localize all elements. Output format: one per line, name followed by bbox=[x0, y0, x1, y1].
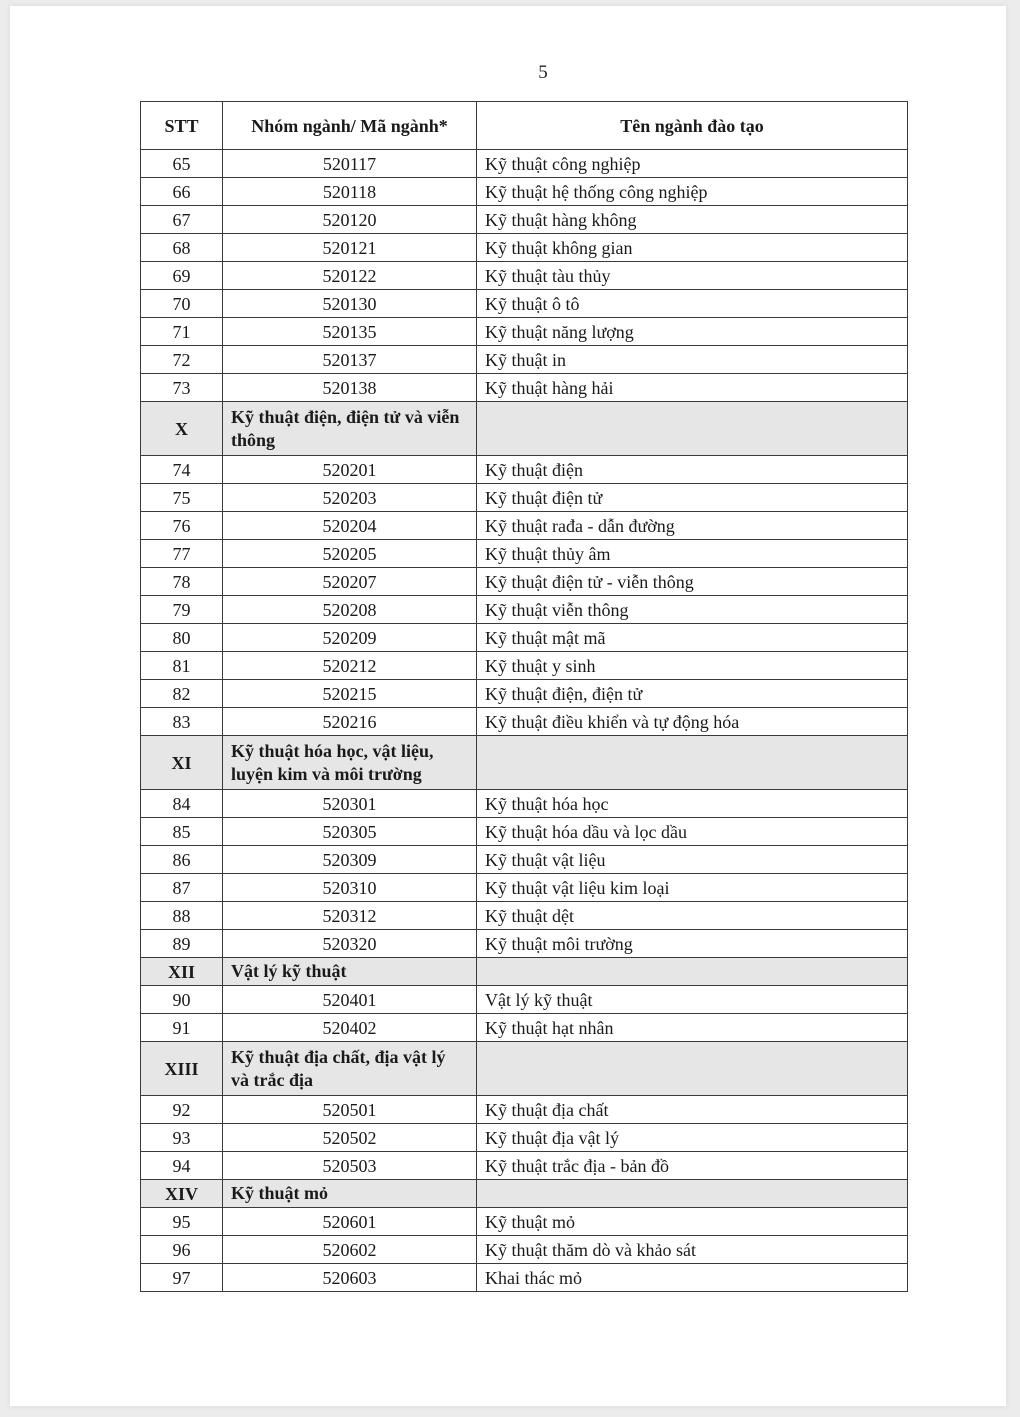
major-name: Kỹ thuật điện tử bbox=[477, 484, 908, 512]
group-name: Kỹ thuật mỏ bbox=[223, 1180, 477, 1208]
table-row bbox=[141, 902, 908, 930]
major-name: Kỹ thuật không gian bbox=[477, 234, 908, 262]
major-name: Kỹ thuật công nghiệp bbox=[477, 150, 908, 178]
table-body bbox=[141, 150, 908, 1292]
group-row bbox=[141, 1042, 908, 1096]
majors-table bbox=[140, 101, 908, 1292]
major-code: 520120 bbox=[223, 206, 477, 234]
table-row bbox=[141, 374, 908, 402]
major-code: 520301 bbox=[223, 790, 477, 818]
row-number: 94 bbox=[141, 1152, 223, 1180]
group-empty-cell bbox=[477, 736, 908, 790]
row-number: 73 bbox=[141, 374, 223, 402]
table-row bbox=[141, 930, 908, 958]
major-name: Vật lý kỹ thuật bbox=[477, 986, 908, 1014]
table-row bbox=[141, 150, 908, 178]
major-code: 520137 bbox=[223, 346, 477, 374]
group-row bbox=[141, 958, 908, 986]
group-name: Kỹ thuật địa chất, địa vật lý và trắc địa bbox=[223, 1042, 477, 1096]
row-number: 66 bbox=[141, 178, 223, 206]
group-name: Kỹ thuật điện, điện tử và viễn thông bbox=[223, 402, 477, 456]
header-group-code: Nhóm ngành/ Mã ngành* bbox=[223, 102, 477, 150]
table-row bbox=[141, 484, 908, 512]
major-name: Kỹ thuật thủy âm bbox=[477, 540, 908, 568]
table-row bbox=[141, 318, 908, 346]
row-number: 88 bbox=[141, 902, 223, 930]
row-number: 93 bbox=[141, 1124, 223, 1152]
major-code: 520603 bbox=[223, 1264, 477, 1292]
major-code: 520118 bbox=[223, 178, 477, 206]
table-row bbox=[141, 178, 908, 206]
major-name: Kỹ thuật mỏ bbox=[477, 1208, 908, 1236]
group-empty-cell bbox=[477, 958, 908, 986]
row-number: 96 bbox=[141, 1236, 223, 1264]
group-number: X bbox=[141, 402, 223, 456]
major-code: 520138 bbox=[223, 374, 477, 402]
major-name: Kỹ thuật điều khiển và tự động hóa bbox=[477, 708, 908, 736]
major-code: 520209 bbox=[223, 624, 477, 652]
row-number: 84 bbox=[141, 790, 223, 818]
major-code: 520121 bbox=[223, 234, 477, 262]
major-code: 520130 bbox=[223, 290, 477, 318]
major-code: 520204 bbox=[223, 512, 477, 540]
row-number: 70 bbox=[141, 290, 223, 318]
row-number: 65 bbox=[141, 150, 223, 178]
group-name: Vật lý kỹ thuật bbox=[223, 958, 477, 986]
major-code: 520201 bbox=[223, 456, 477, 484]
major-name: Kỹ thuật môi trường bbox=[477, 930, 908, 958]
group-empty-cell bbox=[477, 1180, 908, 1208]
group-empty-cell bbox=[477, 402, 908, 456]
row-number: 67 bbox=[141, 206, 223, 234]
row-number: 87 bbox=[141, 874, 223, 902]
major-name: Kỹ thuật địa chất bbox=[477, 1096, 908, 1124]
table-row bbox=[141, 1014, 908, 1042]
major-name: Kỹ thuật mật mã bbox=[477, 624, 908, 652]
table-row bbox=[141, 1236, 908, 1264]
major-name: Kỹ thuật hệ thống công nghiệp bbox=[477, 178, 908, 206]
table-row bbox=[141, 846, 908, 874]
major-code: 520402 bbox=[223, 1014, 477, 1042]
group-number: XIII bbox=[141, 1042, 223, 1096]
table-row bbox=[141, 540, 908, 568]
table-header-row bbox=[141, 102, 908, 150]
page-number: 5 bbox=[538, 62, 548, 83]
row-number: 76 bbox=[141, 512, 223, 540]
major-name: Kỹ thuật hóa dầu và lọc dầu bbox=[477, 818, 908, 846]
major-code: 520135 bbox=[223, 318, 477, 346]
major-name: Kỹ thuật hạt nhân bbox=[477, 1014, 908, 1042]
table-row bbox=[141, 790, 908, 818]
major-name: Kỹ thuật vật liệu kim loại bbox=[477, 874, 908, 902]
group-name: Kỹ thuật hóa học, vật liệu, luyện kim và môi trường bbox=[223, 736, 477, 790]
major-name: Kỹ thuật hàng không bbox=[477, 206, 908, 234]
row-number: 75 bbox=[141, 484, 223, 512]
table-row bbox=[141, 818, 908, 846]
major-code: 520305 bbox=[223, 818, 477, 846]
row-number: 78 bbox=[141, 568, 223, 596]
header-major-name: Tên ngành đào tạo bbox=[477, 102, 908, 150]
major-code: 520216 bbox=[223, 708, 477, 736]
major-code: 520205 bbox=[223, 540, 477, 568]
major-name: Kỹ thuật ô tô bbox=[477, 290, 908, 318]
table-row bbox=[141, 652, 908, 680]
table-row bbox=[141, 346, 908, 374]
major-name: Kỹ thuật thăm dò và khảo sát bbox=[477, 1236, 908, 1264]
table-row bbox=[141, 290, 908, 318]
row-number: 80 bbox=[141, 624, 223, 652]
major-code: 520503 bbox=[223, 1152, 477, 1180]
table-row bbox=[141, 262, 908, 290]
group-empty-cell bbox=[477, 1042, 908, 1096]
major-code: 520601 bbox=[223, 1208, 477, 1236]
major-code: 520602 bbox=[223, 1236, 477, 1264]
group-row bbox=[141, 1180, 908, 1208]
row-number: 79 bbox=[141, 596, 223, 624]
table-row bbox=[141, 596, 908, 624]
row-number: 95 bbox=[141, 1208, 223, 1236]
major-code: 520501 bbox=[223, 1096, 477, 1124]
table-row bbox=[141, 1208, 908, 1236]
table-row bbox=[141, 680, 908, 708]
major-code: 520122 bbox=[223, 262, 477, 290]
table-row bbox=[141, 512, 908, 540]
major-code: 520312 bbox=[223, 902, 477, 930]
major-code: 520309 bbox=[223, 846, 477, 874]
table-row bbox=[141, 568, 908, 596]
row-number: 89 bbox=[141, 930, 223, 958]
table-row bbox=[141, 456, 908, 484]
row-number: 82 bbox=[141, 680, 223, 708]
row-number: 83 bbox=[141, 708, 223, 736]
major-name: Kỹ thuật in bbox=[477, 346, 908, 374]
row-number: 97 bbox=[141, 1264, 223, 1292]
row-number: 91 bbox=[141, 1014, 223, 1042]
major-code: 520117 bbox=[223, 150, 477, 178]
group-number: XII bbox=[141, 958, 223, 986]
major-name: Kỹ thuật tàu thủy bbox=[477, 262, 908, 290]
header-stt: STT bbox=[141, 102, 223, 150]
table-row bbox=[141, 1096, 908, 1124]
row-number: 71 bbox=[141, 318, 223, 346]
major-name: Khai thác mỏ bbox=[477, 1264, 908, 1292]
row-number: 86 bbox=[141, 846, 223, 874]
major-name: Kỹ thuật viễn thông bbox=[477, 596, 908, 624]
major-code: 520212 bbox=[223, 652, 477, 680]
table-row bbox=[141, 708, 908, 736]
table-row bbox=[141, 1152, 908, 1180]
major-name: Kỹ thuật trắc địa - bản đồ bbox=[477, 1152, 908, 1180]
row-number: 81 bbox=[141, 652, 223, 680]
major-name: Kỹ thuật địa vật lý bbox=[477, 1124, 908, 1152]
group-number: XI bbox=[141, 736, 223, 790]
row-number: 69 bbox=[141, 262, 223, 290]
major-name: Kỹ thuật dệt bbox=[477, 902, 908, 930]
row-number: 72 bbox=[141, 346, 223, 374]
group-row bbox=[141, 736, 908, 790]
major-name: Kỹ thuật năng lượng bbox=[477, 318, 908, 346]
group-row bbox=[141, 402, 908, 456]
major-code: 520203 bbox=[223, 484, 477, 512]
row-number: 85 bbox=[141, 818, 223, 846]
row-number: 74 bbox=[141, 456, 223, 484]
row-number: 77 bbox=[141, 540, 223, 568]
table-row bbox=[141, 1264, 908, 1292]
table-row bbox=[141, 1124, 908, 1152]
major-code: 520502 bbox=[223, 1124, 477, 1152]
major-name: Kỹ thuật hàng hải bbox=[477, 374, 908, 402]
major-name: Kỹ thuật y sinh bbox=[477, 652, 908, 680]
major-code: 520207 bbox=[223, 568, 477, 596]
major-code: 520401 bbox=[223, 986, 477, 1014]
major-name: Kỹ thuật điện bbox=[477, 456, 908, 484]
table-row bbox=[141, 234, 908, 262]
major-code: 520320 bbox=[223, 930, 477, 958]
major-name: Kỹ thuật vật liệu bbox=[477, 846, 908, 874]
major-name: Kỹ thuật điện, điện tử bbox=[477, 680, 908, 708]
row-number: 92 bbox=[141, 1096, 223, 1124]
group-number: XIV bbox=[141, 1180, 223, 1208]
table-row bbox=[141, 874, 908, 902]
table-row bbox=[141, 206, 908, 234]
row-number: 68 bbox=[141, 234, 223, 262]
major-name: Kỹ thuật hóa học bbox=[477, 790, 908, 818]
major-name: Kỹ thuật rađa - dẫn đường bbox=[477, 512, 908, 540]
major-code: 520215 bbox=[223, 680, 477, 708]
table-row bbox=[141, 986, 908, 1014]
table-row bbox=[141, 624, 908, 652]
major-name: Kỹ thuật điện tử - viễn thông bbox=[477, 568, 908, 596]
row-number: 90 bbox=[141, 986, 223, 1014]
major-code: 520310 bbox=[223, 874, 477, 902]
major-code: 520208 bbox=[223, 596, 477, 624]
